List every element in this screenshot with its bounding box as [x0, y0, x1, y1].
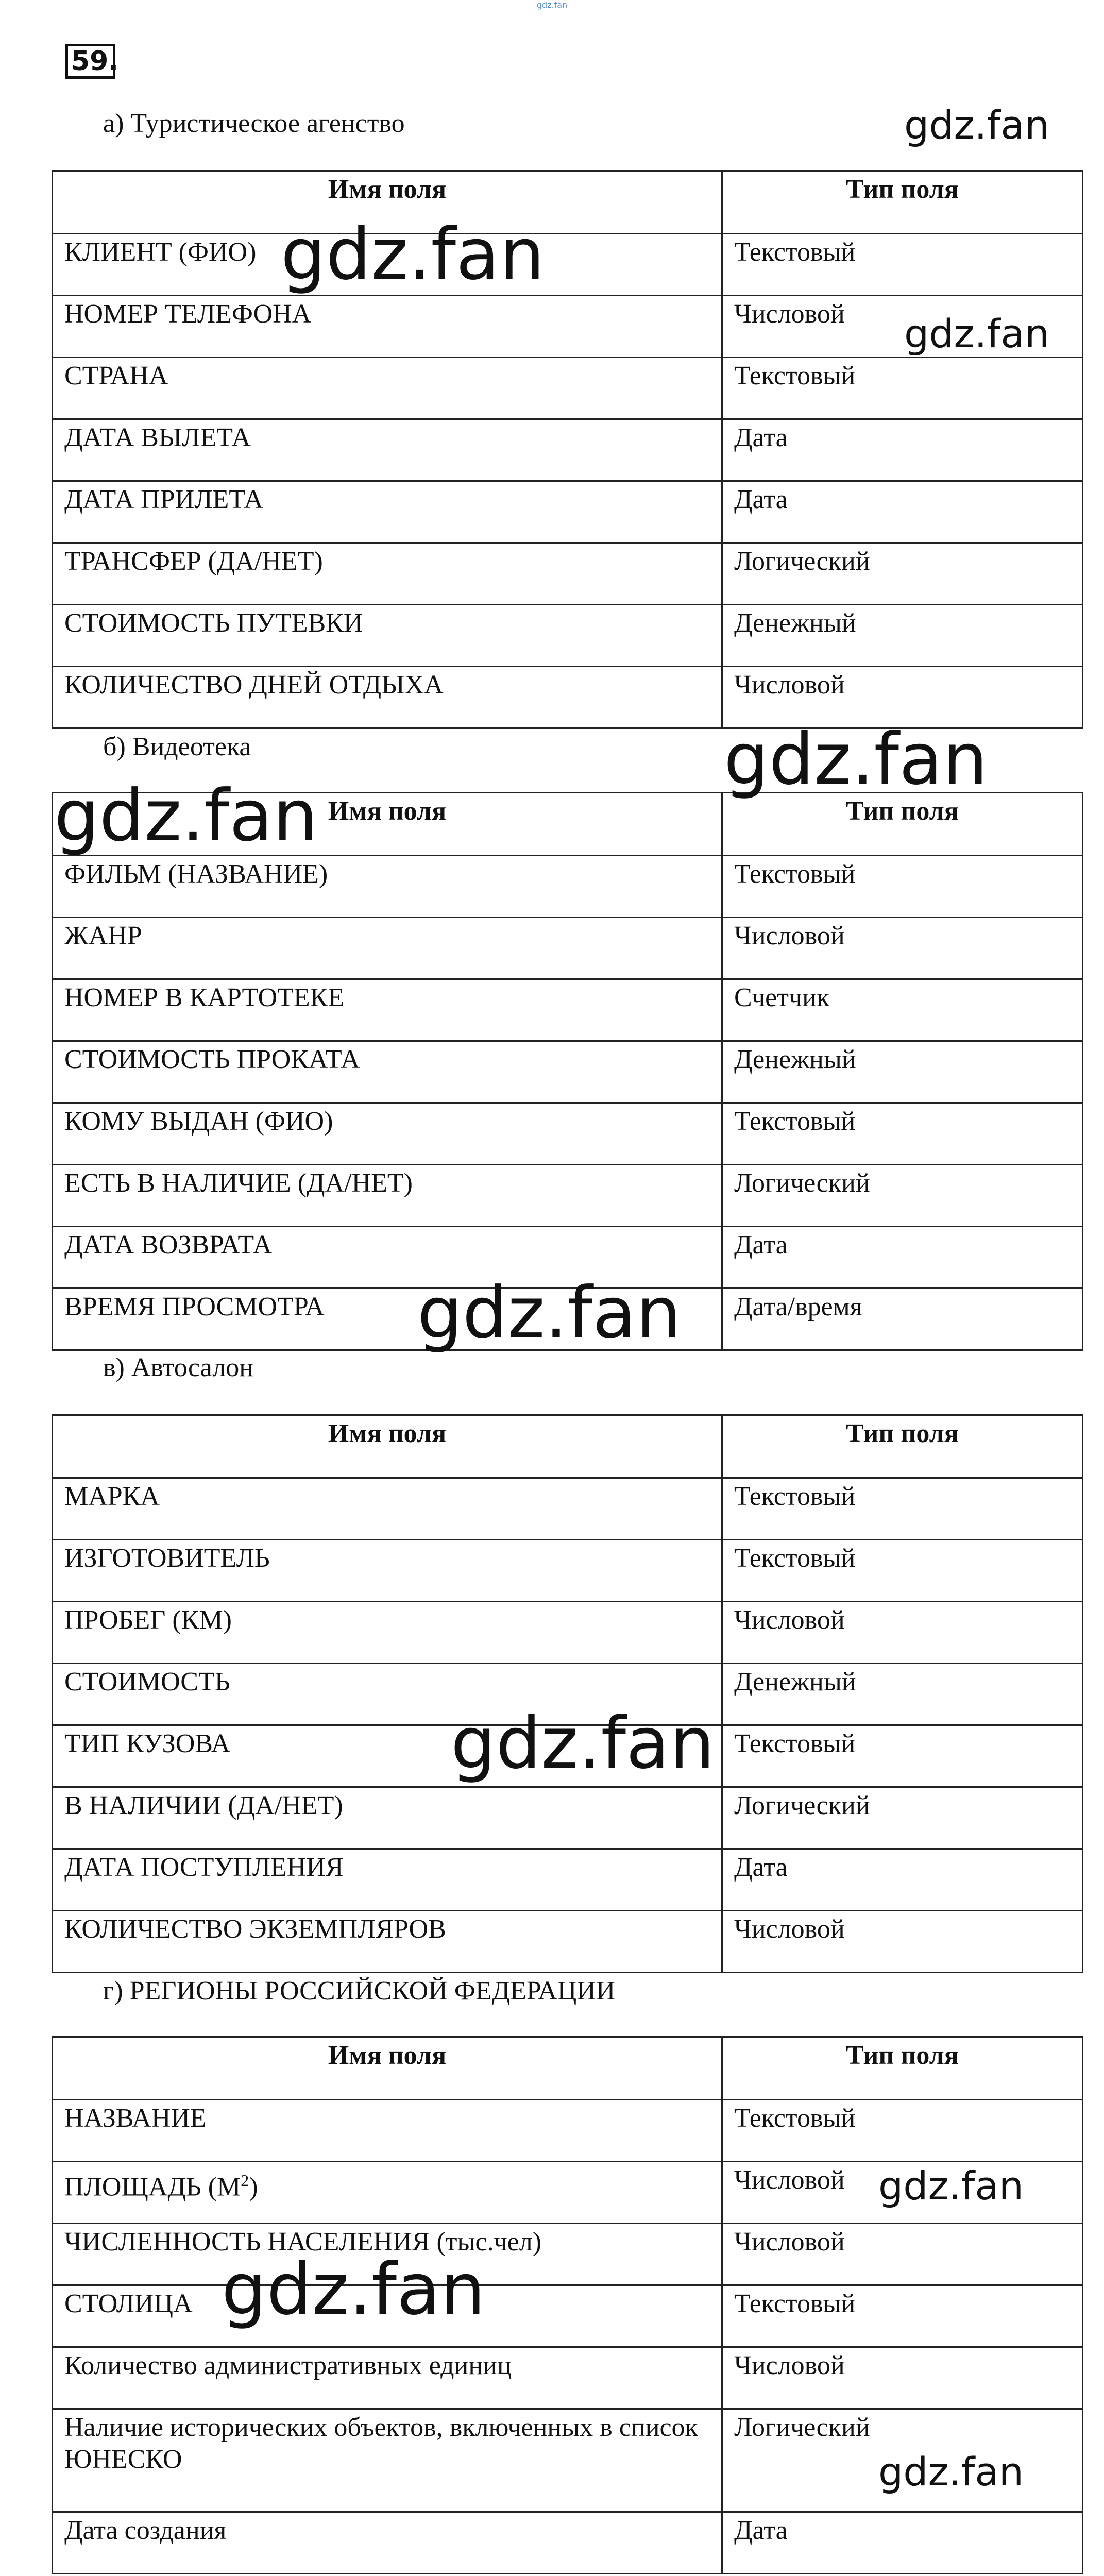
field-name: ЧИСЛЕННОСТЬ НАСЕЛЕНИЯ (тыс.чел) [53, 2224, 722, 2285]
field-type: Текстовый [722, 1478, 1083, 1540]
section-heading-d: г) РЕГИОНЫ РОССИЙСКОЙ ФЕДЕРАЦИИ [103, 1976, 616, 2006]
table-header-row [53, 2037, 1083, 2100]
field-name: Наличие исторических объектов, включенных в список ЮНЕСКО [53, 2409, 722, 2512]
table-b [52, 792, 1083, 1354]
field-type: Числовой [722, 1911, 1083, 1973]
watermark: gdz.fan [724, 718, 988, 801]
field-type: Дата [722, 2512, 1083, 2574]
field-name: КОЛИЧЕСТВО ЭКЗЕМПЛЯРОВ [53, 1911, 722, 1973]
table-row [53, 1849, 1083, 1911]
exercise-number: 59. [65, 44, 115, 79]
field-type: Текстовый [722, 2285, 1083, 2347]
field-name [53, 2162, 722, 2224]
column-header-name: Имя поля [53, 793, 722, 856]
field-type: Логический [722, 2409, 1083, 2512]
field-name: СТОЛИЦА [53, 2285, 722, 2347]
field-name: НАЗВАНИЕ [53, 2100, 722, 2162]
table-row [53, 358, 1083, 419]
field-name-text: ПЛОЩАДЬ (М [64, 2172, 241, 2202]
column-header-type: Тип поля [722, 171, 1083, 234]
watermark: gdz.fan [281, 213, 545, 296]
table-row [53, 1911, 1083, 1973]
field-name: ТРАНСФЕР (ДА/НЕТ) [53, 543, 722, 605]
table-c [52, 1414, 1083, 1973]
header-watermark: gdz.fan [536, 0, 568, 10]
column-header-type: Тип поля [722, 793, 1083, 856]
table-row [53, 2512, 1083, 2574]
field-type: Числовой [722, 1602, 1083, 1664]
field-type: Текстовый [722, 1725, 1083, 1787]
field-name: Дата создания [53, 2512, 722, 2574]
table-row [53, 2224, 1083, 2285]
field-type: Счетчик [722, 979, 1083, 1041]
field-type: Дата [722, 419, 1083, 481]
field-name: ДАТА ВЫЛЕТА [53, 419, 722, 481]
field-name: ФИЛЬМ (НАЗВАНИЕ) [53, 856, 722, 918]
field-type: Текстовый [722, 1103, 1083, 1165]
field-name: ПРОБЕГ (КМ) [53, 1602, 722, 1664]
field-name: КЛИЕНТ (ФИО) [53, 234, 722, 296]
watermark: gdz.fan [417, 1272, 682, 1354]
table-row [53, 2285, 1083, 2347]
table-row [53, 2347, 1083, 2409]
field-name: НОМЕР ТЕЛЕФОНА [53, 296, 722, 358]
field-name: ИЗГОТОВИТЕЛЬ [53, 1540, 722, 1602]
table-row [53, 1041, 1083, 1103]
watermark: gdz.fan [904, 102, 1050, 148]
watermark: gdz.fan [222, 2248, 486, 2331]
table-row [53, 2100, 1083, 2162]
section-heading-c: в) Автосалон [103, 1353, 254, 1382]
field-type: Логический [722, 1787, 1083, 1849]
field-name: ДАТА ВОЗВРАТА [53, 1227, 722, 1289]
column-header-type: Тип поля [722, 2037, 1083, 2100]
field-name: НОМЕР В КАРТОТЕКЕ [53, 979, 722, 1041]
field-type: Текстовый [722, 2100, 1083, 2162]
table-row [53, 1478, 1083, 1540]
column-header-name: Имя поля [53, 2037, 722, 2100]
table-row [53, 419, 1083, 481]
table-header-row [53, 1415, 1083, 1478]
field-name: ЕСТЬ В НАЛИЧИЕ (ДА/НЕТ) [53, 1165, 722, 1227]
field-name: МАРКА [53, 1478, 722, 1540]
column-header-type: Тип поля [722, 1415, 1083, 1478]
field-type: Числовой [722, 2162, 1083, 2224]
table-row [53, 1103, 1083, 1165]
field-name: ДАТА ПРИЛЕТА [53, 481, 722, 543]
table-row [53, 1787, 1083, 1849]
field-type: Логический [722, 1165, 1083, 1227]
field-name: КОМУ ВЫДАН (ФИО) [53, 1103, 722, 1165]
field-type: Денежный [722, 1041, 1083, 1103]
field-name: СТОИМОСТЬ [53, 1664, 722, 1725]
field-type: Текстовый [722, 856, 1083, 918]
field-type: Дата [722, 1227, 1083, 1289]
table-row [53, 1165, 1083, 1227]
field-type: Дата/время [722, 1289, 1083, 1350]
field-name: В НАЛИЧИИ (ДА/НЕТ) [53, 1787, 722, 1849]
field-name: ТИП КУЗОВА [53, 1725, 722, 1787]
field-type: Денежный [722, 605, 1083, 667]
field-type: Денежный [722, 1664, 1083, 1725]
field-name: Количество административных единиц [53, 2347, 722, 2409]
field-type: Текстовый [722, 358, 1083, 419]
field-type: Числовой [722, 2224, 1083, 2285]
field-name: КОЛИЧЕСТВО ДНЕЙ ОТДЫХА [53, 667, 722, 728]
watermark: gdz.fan [451, 1702, 715, 1785]
section-heading-a: а) Туристическое агенство [103, 109, 405, 138]
field-type: Логический [722, 543, 1083, 605]
table-row [53, 543, 1083, 605]
superscript: 2 [241, 2171, 249, 2190]
table-row [53, 605, 1083, 667]
field-name: СТОИМОСТЬ ПРОКАТА [53, 1041, 722, 1103]
table-row [53, 856, 1083, 918]
field-type: Текстовый [722, 234, 1083, 296]
table-a [52, 170, 1083, 729]
table-header-row [53, 171, 1083, 234]
table-row [53, 481, 1083, 543]
field-name: ВРЕМЯ ПРОСМОТРА [53, 1289, 722, 1350]
table-row [53, 918, 1083, 979]
table-row [53, 1540, 1083, 1602]
field-type: Числовой [722, 2347, 1083, 2409]
field-type: Числовой [722, 918, 1083, 979]
table-row [53, 1602, 1083, 1664]
field-name: СТРАНА [53, 358, 722, 419]
section-heading-b: б) Видеотека [103, 732, 251, 761]
field-name: СТОИМОСТЬ ПУТЕВКИ [53, 605, 722, 667]
table-row [53, 234, 1083, 296]
column-header-name: Имя поля [53, 1415, 722, 1478]
field-name: ЖАНР [53, 918, 722, 979]
field-name-suffix: ) [249, 2172, 258, 2202]
field-type: Текстовый [722, 1540, 1083, 1602]
table-row [53, 979, 1083, 1041]
watermark: gdz.fan [54, 774, 318, 857]
watermark: gdz.fan [878, 2163, 1024, 2209]
field-name: ДАТА ПОСТУПЛЕНИЯ [53, 1849, 722, 1911]
field-type: Дата [722, 1849, 1083, 1911]
watermark: gdz.fan [904, 311, 1050, 357]
column-header-name: Имя поля [53, 171, 722, 234]
field-type: Числовой [722, 296, 1083, 358]
field-type: Числовой [722, 667, 1083, 728]
watermark: gdz.fan [878, 2449, 1024, 2495]
field-type: Дата [722, 481, 1083, 543]
